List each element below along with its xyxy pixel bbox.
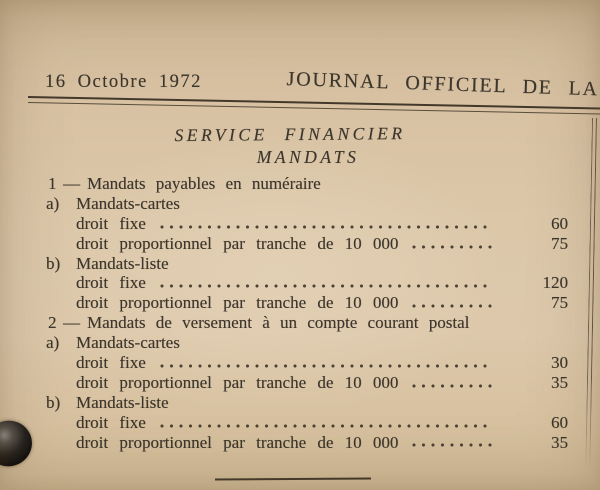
group-label: a)	[46, 193, 60, 213]
rate-value: 60	[551, 213, 568, 233]
rate-value: 75	[551, 293, 568, 313]
rate-label: droit proportionnel par tranche de 10 000	[76, 233, 399, 253]
section-item	[0, 313, 600, 333]
group-name: Mandats-liste	[76, 392, 169, 412]
group-label: a)	[46, 333, 60, 353]
dot-leader	[160, 284, 492, 288]
group-item	[0, 254, 600, 274]
rate-label: droit proportionnel par tranche de 10 000	[76, 372, 399, 392]
group-label: b)	[46, 253, 61, 273]
dot-leader	[412, 245, 492, 249]
section-item	[0, 174, 600, 194]
dot-leader	[160, 424, 492, 428]
rate-label: droit fixe	[76, 412, 146, 432]
dot-leader	[412, 304, 492, 308]
rate-row	[76, 373, 568, 393]
rate-row	[76, 273, 568, 293]
rate-label: droit fixe	[76, 273, 146, 293]
rate-value: 60	[551, 412, 568, 432]
section-title-text: Mandats de versement à un compte courant postal	[87, 313, 470, 333]
rate-value: 30	[551, 353, 568, 373]
rate-label: droit proportionnel par tranche de 10 000	[76, 293, 399, 313]
section-number: 2	[48, 313, 57, 333]
dot-leader	[412, 443, 492, 447]
group-name: Mandats-cartes	[76, 333, 180, 353]
rate-value: 35	[551, 372, 568, 392]
group-item	[0, 393, 600, 413]
rate-label: droit fixe	[76, 353, 146, 373]
group-label: b)	[46, 392, 61, 412]
tariff-list	[0, 174, 600, 452]
group-name: Mandats-cartes	[76, 193, 180, 213]
dot-leader	[160, 364, 492, 368]
rate-value: 35	[551, 432, 568, 452]
rate-value: 120	[542, 273, 568, 293]
dot-leader	[160, 225, 492, 229]
rate-label: droit fixe	[76, 213, 146, 233]
rate-row	[76, 353, 568, 373]
group-item	[0, 333, 600, 353]
section-dash: —	[63, 313, 80, 333]
rate-row	[76, 413, 568, 433]
rate-row	[76, 293, 568, 313]
group-name: Mandats-liste	[76, 253, 169, 273]
issue-date: 16 Octobre 1972	[45, 72, 202, 92]
section-subheading: MANDATS	[256, 147, 360, 167]
rate-label: droit proportionnel par tranche de 10 000	[76, 432, 399, 452]
header-double-rule	[28, 96, 600, 114]
closing-rule	[215, 477, 371, 480]
section-dash: —	[63, 174, 80, 193]
rate-row	[76, 433, 568, 453]
section-number: 1	[48, 174, 57, 193]
section-heading: SERVICE FINANCIER	[174, 122, 406, 146]
rate-row	[76, 234, 568, 254]
rate-row	[76, 214, 568, 234]
group-item	[0, 194, 600, 214]
dot-leader	[412, 384, 492, 388]
journal-title: JOURNAL OFFICIEL DE LA	[286, 68, 600, 101]
rate-value: 75	[551, 233, 568, 253]
section-title-text: Mandats payables en numéraire	[87, 174, 321, 193]
